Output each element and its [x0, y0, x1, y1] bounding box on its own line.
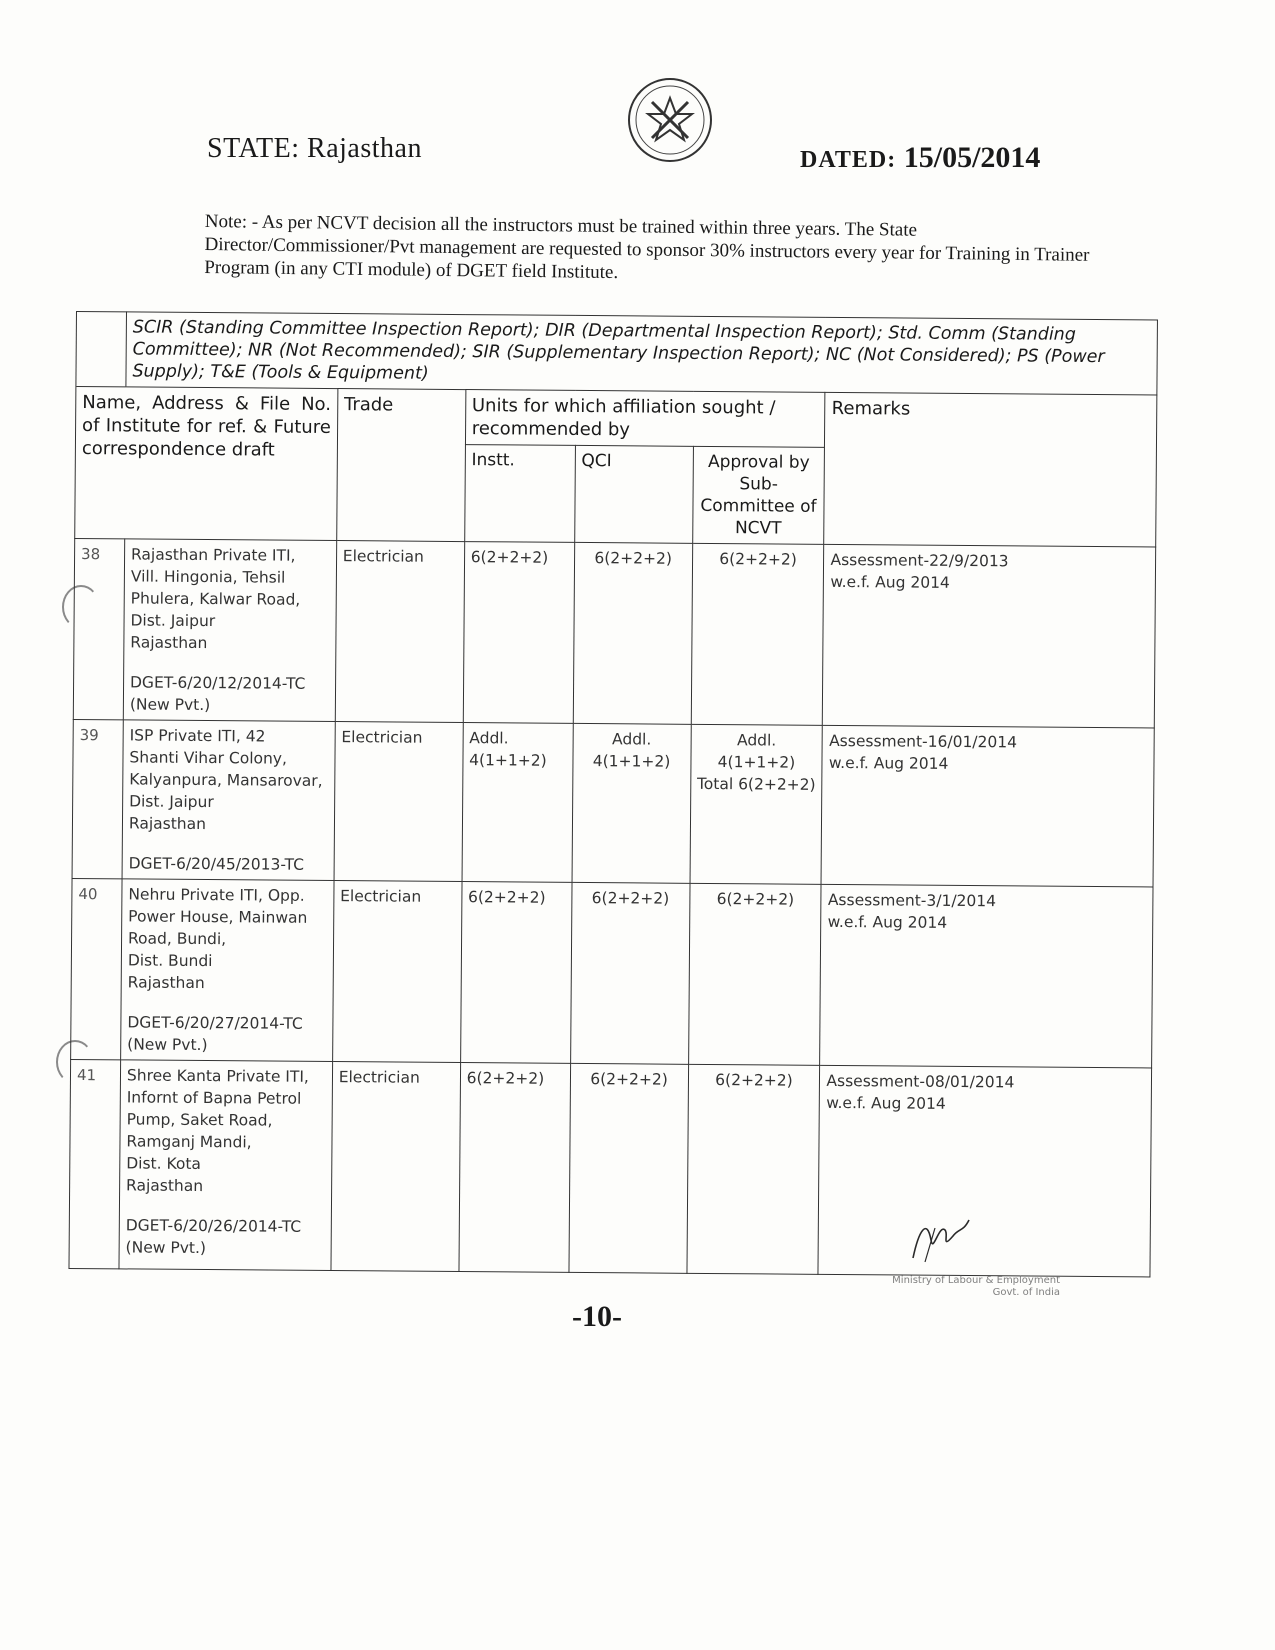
remarks-cell: Assessment-08/01/2014 w.e.f. Aug 2014: [818, 1065, 1151, 1277]
page-number: -10-: [572, 1300, 622, 1333]
government-emblem-icon: [628, 78, 712, 162]
state-heading: STATE: Rajasthan: [207, 133, 422, 164]
table-row: [72, 719, 1154, 886]
header-row: [75, 387, 1156, 450]
approval-cell: 6(2+2+2): [686, 1064, 820, 1274]
qci-cell: Addl. 4(1+1+2): [572, 723, 691, 883]
qci-cell: 6(2+2+2): [570, 882, 689, 1064]
remarks-cell: Assessment-22/9/2013 w.e.f. Aug 2014: [823, 544, 1156, 728]
trade-cell: Electrician: [332, 881, 461, 1063]
institute-address: Rajasthan Private ITI, Vill. Hingonia, Tehsil Phulera, Kalwar Road, Dist. Jaipur Rajasthan DGET-6/20/12/2014-TC (New Pvt.): [123, 539, 336, 722]
table-row: [73, 538, 1155, 727]
qci-cell: 6(2+2+2): [573, 542, 692, 724]
signature-icon: [905, 1210, 975, 1270]
dated-value: 15/05/2014: [903, 141, 1041, 174]
approval-header: Approval by Sub-Committee of NCVT: [692, 446, 825, 544]
name-address-header: Name, Address & File No. of Institute for ref. & Future correspondence draft: [75, 387, 338, 541]
row-number: 39: [72, 719, 123, 878]
table-row: [69, 1059, 1152, 1276]
approval-cell: Addl. 4(1+1+2) Total 6(2+2+2): [690, 724, 823, 884]
stamp-line: Ministry of Labour & Employment: [892, 1275, 1060, 1286]
qci-cell: 6(2+2+2): [569, 1063, 689, 1273]
trade-cell: Electrician: [331, 1062, 461, 1272]
stamp-line: Govt. of India: [992, 1287, 1060, 1298]
legend-row: [76, 312, 1158, 395]
instt-cell: 6(2+2+2): [459, 1063, 571, 1273]
trade-cell: Electrician: [335, 541, 464, 723]
row-number: 38: [73, 538, 124, 719]
file-reference: DGET-6/20/45/2013-TC: [128, 854, 305, 874]
institute-address: Nehru Private ITI, Opp. Power House, Mainwan Road, Bundi, Dist. Bundi Rajasthan DGET-6/20/27/2014-TC (New Pvt.): [121, 879, 334, 1062]
affiliation-table: [68, 311, 1157, 1277]
institute-address: Shree Kanta Private ITI, Infornt of Bapna Petrol Pump, Saket Road, Ramganj Mandi, Dist. Kota Rajasthan DGET-6/20/26/2014-TC (New Pvt.): [119, 1060, 332, 1271]
file-reference: DGET-6/20/26/2014-TC: [125, 1216, 302, 1236]
dated-label: DATED:: [800, 147, 897, 173]
instt-cell: Addl. 4(1+1+2): [462, 723, 573, 883]
trade-header: Trade: [336, 389, 465, 542]
remarks-cell: Assessment-16/01/2014 w.e.f. Aug 2014: [821, 725, 1154, 887]
instt-header: Instt.: [464, 445, 575, 543]
trade-cell: Electrician: [334, 722, 463, 882]
remarks-header: Remarks: [824, 392, 1157, 547]
date-heading: [800, 141, 1040, 175]
institute-address: ISP Private ITI, 42 Shanti Vihar Colony, Kalyanpura, Mansarovar, Dist. Jaipur Rajasthan DGET-6/20/45/2013-TC: [122, 720, 335, 881]
note-paragraph: Note: - As per NCVT decision all the instructors must be trained within three years. The State Director/Commissioner/Pvt management are requested to sponsor 30% instructors every year for Training in Trainer Program (in any CTI module) of DGET field Institute.: [204, 210, 1090, 284]
instt-cell: 6(2+2+2): [463, 542, 574, 724]
row-number: 40: [71, 878, 122, 1059]
file-reference: DGET-6/20/27/2014-TC: [127, 1013, 303, 1033]
file-reference: DGET-6/20/12/2014-TC: [129, 673, 306, 693]
qci-header: QCI: [574, 445, 693, 543]
remarks-cell: Assessment-3/1/2014 w.e.f. Aug 2014: [820, 884, 1153, 1068]
approval-cell: 6(2+2+2): [688, 883, 821, 1065]
instt-cell: 6(2+2+2): [460, 882, 571, 1064]
official-stamp: [810, 1275, 1060, 1299]
abbreviation-legend: SCIR (Standing Committee Inspection Report); DIR (Departmental Inspection Report); Std. Comm (Standing Committee); NR (Not Recommended); SIR (Supplementary Inspection Report); NC (Not Considered); PS (Power Supply); T&E (Tools & Equipment): [126, 312, 1158, 395]
row-number: 41: [69, 1059, 121, 1268]
units-header: Units for which affiliation sought / recommended by: [465, 390, 825, 448]
approval-cell: 6(2+2+2): [691, 543, 824, 725]
table-row: [71, 878, 1153, 1067]
